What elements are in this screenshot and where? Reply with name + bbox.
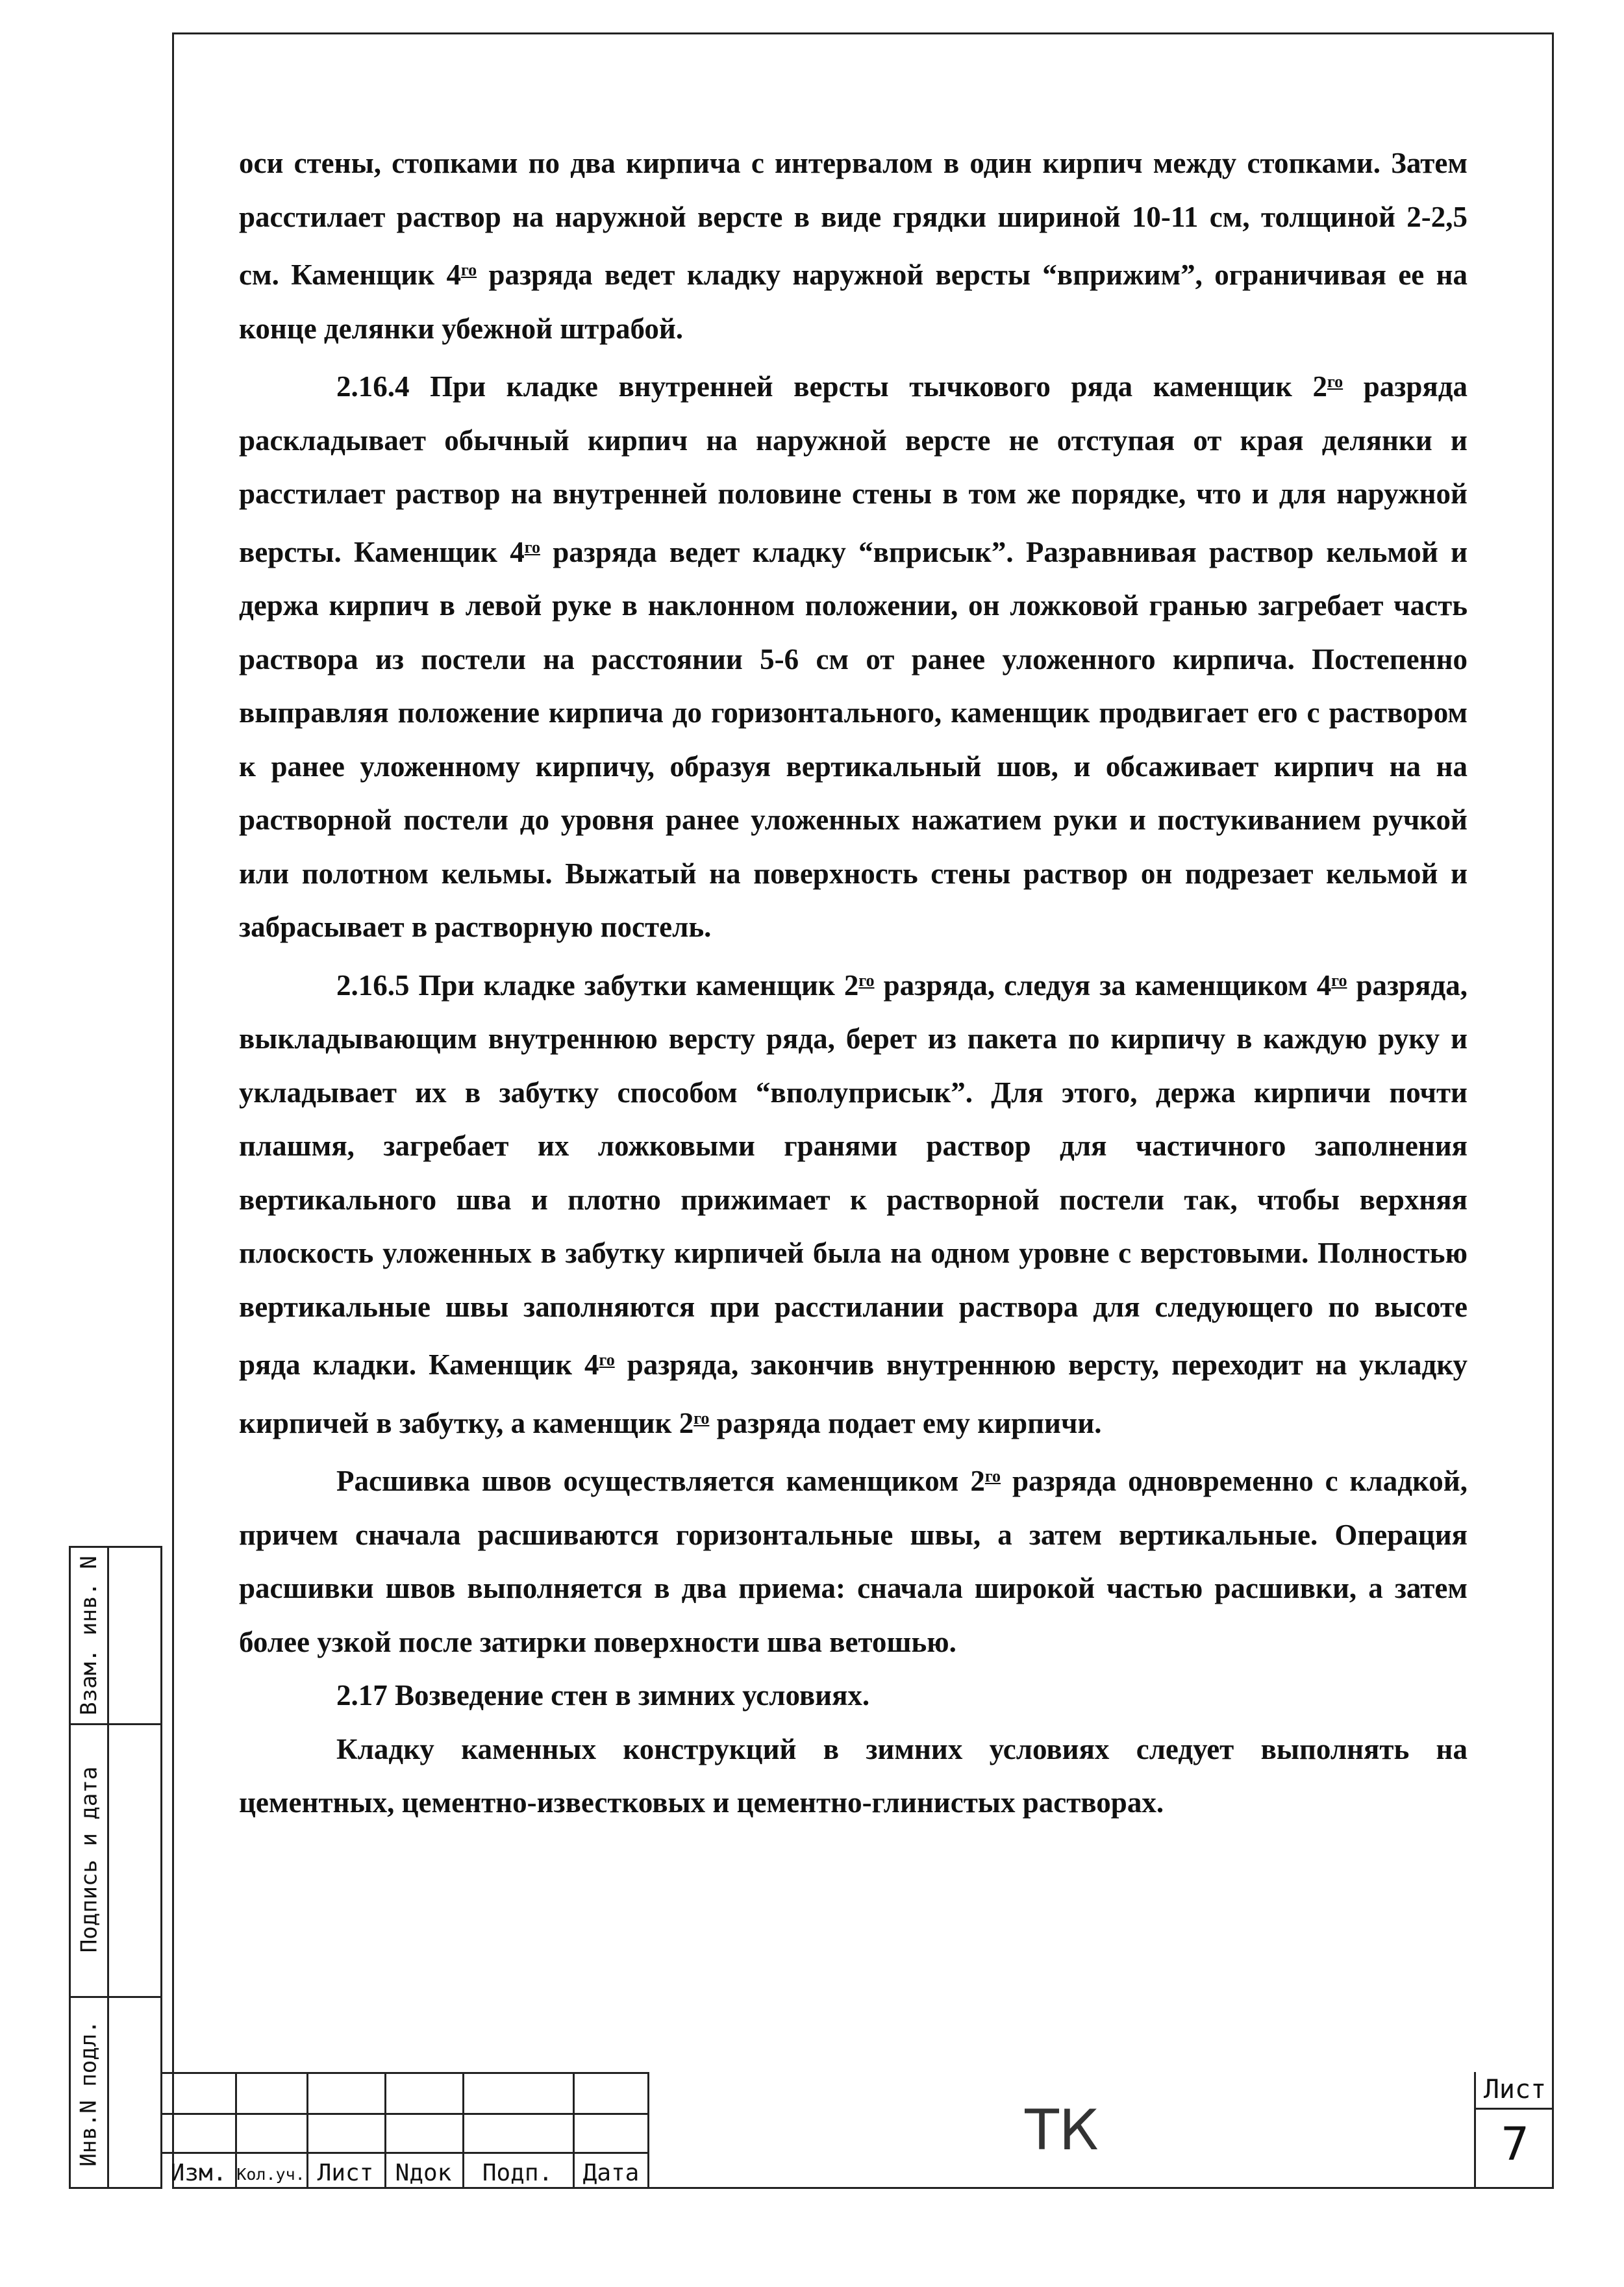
sheet-number-box: [1474, 2072, 1554, 2189]
side-label-podpis: Подпись и дата: [76, 1766, 103, 1953]
paragraph-1: оси стены, стопками по два кирпича с интервалом в один кирпич между стопками. Затем расстилает раствор на наружной версте в виде грядки шириной 10-11 см, толщиной 2-2,5 см. Каменщик $4^{го}$ разряда ведет кладку наружной версты “вприжим”, ограничивая ее на конце делянки убежной штрабой.: [239, 147, 1468, 345]
ordinal-suffix: го: [693, 1408, 710, 1428]
sheet-label: Лист: [1483, 2075, 1547, 2104]
ordinal-suffix: го: [858, 970, 875, 990]
paragraph-rasshivka: Расшивка швов осуществляется каменщиком $2^{го}$ разряда одновременно с кладкой, причем сначала расшиваются горизонтальные швы, а затем вертикальные. Операция расшивки швов выполняется в два приема: сначала широкой частью расшивки, а затем более узкой после затирки поверхности шва ветошью.: [239, 1465, 1468, 1658]
paragraph-winter: Кладку каменных конструкций в зимних условиях следует выполнять на цементных, цементно-известковых и цементно-глинистых растворах.: [239, 1732, 1468, 1819]
label-podp: Подп.: [482, 2160, 553, 2186]
section-heading-2-17: 2.17 Возведение стен в зимних условиях.: [336, 1679, 870, 1712]
label-ndok: Nдок: [395, 2160, 452, 2186]
label-data: Дата: [582, 2160, 640, 2186]
paragraph-2-16-5: 2.16.5 При кладке забутки каменщик $2^{го}$ разряда, следуя за каменщиком $4^{го}$ разряда, выкладывающим внутреннюю версту ряда, берет из пакета по кирпичу в каждую руку и укладывает их в забутку способом “вполуприсык”. Для этого, держа кирпичи почти плашмя, загребает их ложковыми гранями раствор для частичного заполнения вертикального шва и плотно прижимает к растворной постели так, чтобы верхняя плоскость уложенных в забутку кирпичей была на одном уровне с верстовыми. Полностью вертикальные швы заполняются при расстилании раствора для следующего по высоте ряда кладки. Каменщик $4^{го}$ разряда, закончив внутреннюю версту, переходит на укладку кирпичей в забутку, а каменщик $2^{го}$ разряда подает ему кирпичи.: [239, 968, 1468, 1439]
ordinal-suffix: го: [524, 537, 540, 557]
label-list: Лист: [317, 2160, 374, 2186]
ordinal-suffix: го: [1331, 970, 1347, 990]
side-column-divider: [107, 1548, 109, 2187]
sheet-number: 7: [1500, 2117, 1530, 2171]
side-stamp: [69, 1546, 162, 2189]
paragraph-2-16-4: 2.16.4 При кладке внутренней версты тычкового ряда каменщик $2^{го}$ разряда раскладывает обычный кирпич на наружной версте не отступая от края делянки и расстилает раствор на внутренней половине стены в том же порядке, что и для наружной версты. Каменщик $4^{го}$ разряда ведет кладку “вприсык”. Разравнивая раствор кельмой и держа кирпич в левой руке в наклонном положении, он ложковой гранью загребает часть раствора из постели на расстоянии 5-6 см от ранее уложенного кирпича. Постепенно выправляя положение кирпича до горизонтального, каменщик продвигает его с раствором к ранее уложенному кирпичу, образуя вертикальный шов, и обсаживает кирпич на на растворной постели до уровня ранее уложенных нажатием руки и постукиванием ручкой или полотном кельмы. Выжатый на поверхность стены раствор он подрезает кельмой и забрасывает в растворную постель.: [239, 370, 1468, 943]
document-body: [239, 136, 1468, 1830]
ordinal-suffix: го: [984, 1467, 1001, 1485]
document-code: ТК: [1025, 2098, 1099, 2163]
ordinal-suffix: го: [599, 1350, 615, 1369]
title-block-revision-table: [162, 2072, 649, 2189]
side-label-inv: Инв.N подл.: [76, 2020, 103, 2167]
grid-line: [1476, 2108, 1554, 2110]
label-kol-uch: Кол.уч.: [236, 2165, 305, 2184]
ordinal-suffix: го: [460, 260, 477, 279]
ordinal-suffix: го: [1327, 372, 1343, 391]
label-izm: Изм.: [170, 2160, 227, 2186]
side-label-vzam: Взам. инв. N: [76, 1556, 103, 1715]
